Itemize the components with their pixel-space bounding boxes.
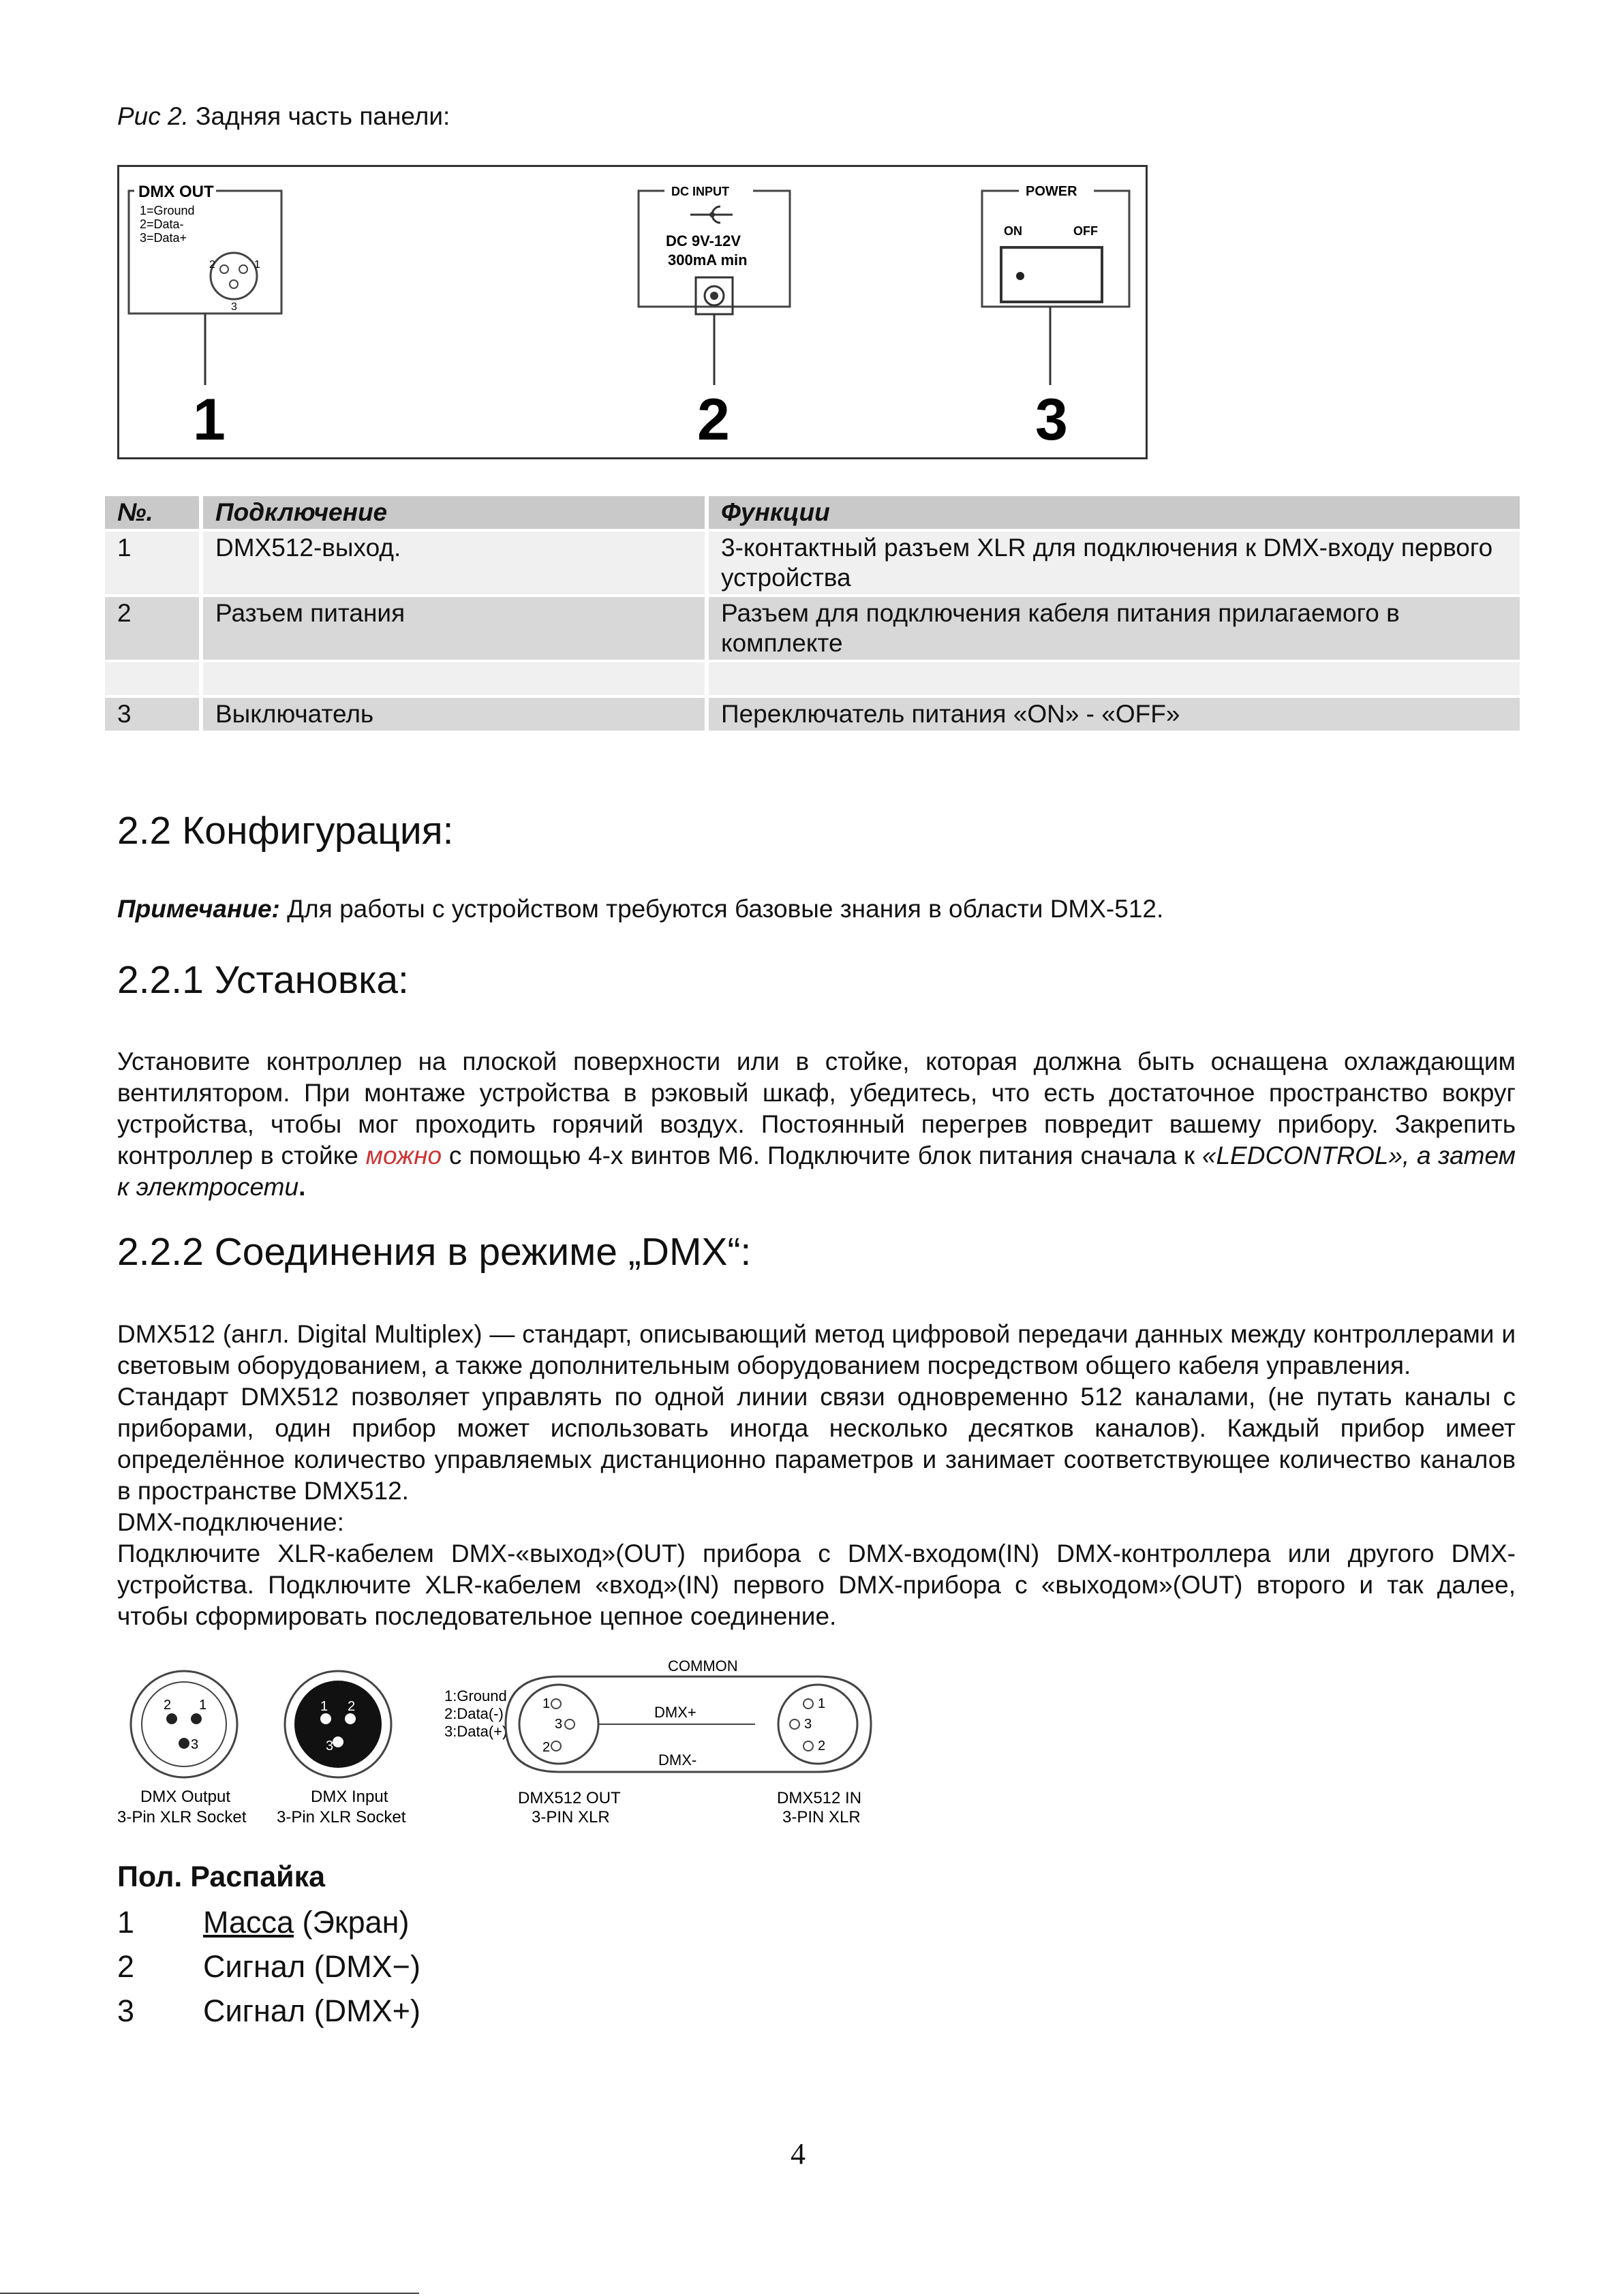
- dmx-out-pin1: 1=Ground: [140, 204, 195, 217]
- power-switch-icon: [1001, 247, 1102, 302]
- dmx-paragraph-1: DMX512 (англ. Digital Multiplex) — стандарт, описывающий метод цифровой передачи данных между контроллерами и световым оборудованием, а также дополнительным оборудованием посредством общего кабеля управления.: [117, 1320, 1516, 1379]
- dmx-out-pin-label-3: 3: [231, 301, 237, 313]
- xlr-wiring-drawing: [109, 1656, 886, 1840]
- pinout-row: [117, 1905, 409, 1940]
- install-text-end: .: [298, 1173, 306, 1201]
- row-num: 2: [105, 597, 199, 660]
- pin-name-link[interactable]: Масса: [203, 1905, 294, 1940]
- svg-text:1: 1: [818, 1696, 826, 1711]
- row-function: Разъем для подключения кабеля питания прилагаемого в комплекте: [709, 597, 1520, 660]
- dmx-paragraph-2: Стандарт DMX512 позволяет управлять по одной линии связи одновременно 512 каналами, (не путать каналы с приборами, один прибор может использовать иногда несколько десятков каналов). Каждый прибор имеет определённое количество управляемых дистанционно параметров и занимает соответствующее количество каналов в пространстве DMX512.: [117, 1383, 1516, 1505]
- row-function: [709, 662, 1520, 695]
- row-function: Переключатель питания «ON» - «OFF»: [709, 698, 1520, 731]
- out-label: DMX512 OUT: [518, 1789, 621, 1807]
- in-label: DMX512 IN: [777, 1789, 862, 1807]
- xlr-output-socket-icon: [131, 1671, 237, 1777]
- header-connection: Подключение: [203, 496, 705, 529]
- pinout-row: [117, 1993, 420, 2029]
- table-row: [105, 698, 1520, 731]
- figure-caption-prefix: Рис 2.: [117, 102, 189, 130]
- dmx-out-pin-label-2: 2: [209, 259, 215, 271]
- note-text: Для работы с устройством требуются базовые знания в области DMX-512.: [279, 895, 1164, 923]
- callout-3: 3: [1035, 387, 1068, 453]
- svg-text:2: 2: [542, 1740, 551, 1755]
- power-off-label: OFF: [1073, 224, 1098, 238]
- out-sub: 3-PIN XLR: [532, 1808, 610, 1826]
- config-note: [117, 895, 1163, 923]
- row-connection: [203, 662, 705, 695]
- power-on-label: ON: [1004, 224, 1022, 238]
- callout-1: 1: [193, 387, 226, 453]
- dmx-out-pin-label-1: 1: [254, 259, 260, 271]
- dmx-paragraphs: [117, 1319, 1516, 1632]
- row-num: [105, 662, 199, 695]
- common-label: COMMON: [668, 1657, 738, 1674]
- xlr-wiring-figure: [109, 1656, 886, 1840]
- svg-text:1: 1: [199, 1698, 207, 1713]
- pin-number: 2: [117, 1949, 135, 1984]
- install-text-italic: «LEDCONTROL», а затем к электросети: [117, 1142, 1516, 1201]
- dmx-out-pin3: 3=Data+: [140, 231, 187, 245]
- svg-text:3: 3: [326, 1739, 334, 1754]
- watermark-text: можно: [365, 1142, 442, 1169]
- row-num: 1: [105, 532, 199, 594]
- section-heading-dmx: 2.2.2 Соединения в режиме „DMX“:: [117, 1230, 752, 1274]
- rear-panel-figure: [117, 165, 1148, 459]
- xlr-input-sub: 3-Pin XLR Socket: [277, 1808, 406, 1826]
- legend-data-plus: 3:Data(+): [444, 1723, 508, 1740]
- dmx-paragraph-3: DMX-подключение:: [117, 1508, 344, 1536]
- xlr-output-label: DMX Output: [140, 1788, 231, 1806]
- legend-data-minus: 2:Data(-): [444, 1705, 504, 1722]
- svg-text:2: 2: [164, 1698, 172, 1713]
- pin-extra: (Экран): [294, 1905, 410, 1940]
- section-heading-config: 2.2 Конфигурация:: [117, 809, 454, 853]
- callout-2: 2: [697, 387, 730, 453]
- table-row: [105, 597, 1520, 660]
- dc-input-title: DC INPUT: [671, 185, 729, 198]
- svg-text:3: 3: [804, 1717, 812, 1732]
- pin-number: 3: [117, 1993, 135, 2028]
- dmx-out-pin2: 2=Data-: [140, 217, 184, 231]
- xlr-output-sub: 3-Pin XLR Socket: [117, 1808, 247, 1826]
- install-text-b: с помощью 4-х винтов М6. Подключите блок питания сначала к: [442, 1142, 1202, 1169]
- table-header-row: [105, 496, 1520, 529]
- connections-table: [101, 493, 1524, 733]
- svg-text:3: 3: [555, 1717, 563, 1732]
- xlr-input-label: DMX Input: [311, 1788, 388, 1806]
- header-num: №.: [105, 496, 199, 529]
- table-row: [105, 532, 1520, 594]
- dmx-out-title: DMX OUT: [138, 183, 214, 201]
- row-num: 3: [105, 698, 199, 731]
- note-label: Примечание:: [117, 895, 280, 923]
- row-connection: Разъем питания: [203, 597, 705, 660]
- pin-name: Сигнал (DMX−): [203, 1949, 420, 1984]
- in-sub: 3-PIN XLR: [782, 1808, 861, 1826]
- header-functions: Функции: [709, 496, 1520, 529]
- svg-text:1: 1: [320, 1699, 328, 1714]
- svg-text:3: 3: [191, 1737, 199, 1752]
- xlr-connector-icon: [211, 253, 257, 299]
- install-text-a: Установите контроллер на плоской поверхности или в стойке, которая должна быть оснащена охлаждающим вентилятором. При монтаже устройства в рэковый шкаф, убедитесь, что есть достаточное пространство вокруг устройства, чтобы мог проходить горячий воздух. Постоянный перегрев повредит вашему прибору. Закрепить контроллер в стойке: [117, 1047, 1516, 1169]
- row-connection: DMX512-выход.: [203, 532, 705, 594]
- svg-text:2: 2: [348, 1699, 356, 1714]
- pin-name: Сигнал (DMX+): [203, 1993, 420, 2028]
- legend-ground: 1:Ground: [444, 1687, 507, 1704]
- row-function: 3-контактный разъем XLR для подключения к DMX-входу первого устройства: [709, 532, 1520, 594]
- table-row: [105, 662, 1520, 695]
- footnote-separator: [0, 2293, 419, 2294]
- page-number: 4: [791, 2137, 806, 2171]
- svg-text:1: 1: [542, 1696, 551, 1711]
- dc-input-voltage: DC 9V-12V: [666, 232, 741, 249]
- pinout-row: [117, 1949, 420, 1985]
- dmx-minus-label: DMX-: [658, 1751, 697, 1769]
- dc-input-current: 300mA min: [668, 251, 748, 269]
- row-connection: Выключатель: [203, 698, 705, 731]
- pin-number: 1: [117, 1905, 135, 1940]
- section-heading-install: 2.2.1 Установка:: [117, 958, 409, 1002]
- pinout-title: Пол. Распайка: [117, 1861, 326, 1893]
- dmx-paragraph-4: Подключите XLR-кабелем DMX-«выход»(OUT) прибора с DMX-входом(IN) DMX-контроллера или другого DMX-устройства. Подключите XLR-кабелем «вход»(IN) первого DMX-прибора с «выходом»(OUT) второго и так далее, чтобы сформировать последовательное цепное соединение.: [117, 1540, 1516, 1630]
- figure-caption: [117, 102, 450, 131]
- svg-text:2: 2: [818, 1739, 826, 1754]
- dmx-plus-label: DMX+: [654, 1704, 696, 1721]
- rear-panel-drawing: [119, 167, 1146, 457]
- power-title: POWER: [1026, 184, 1077, 199]
- figure-caption-text: Задняя часть панели:: [188, 102, 450, 130]
- install-paragraph: [117, 1046, 1516, 1203]
